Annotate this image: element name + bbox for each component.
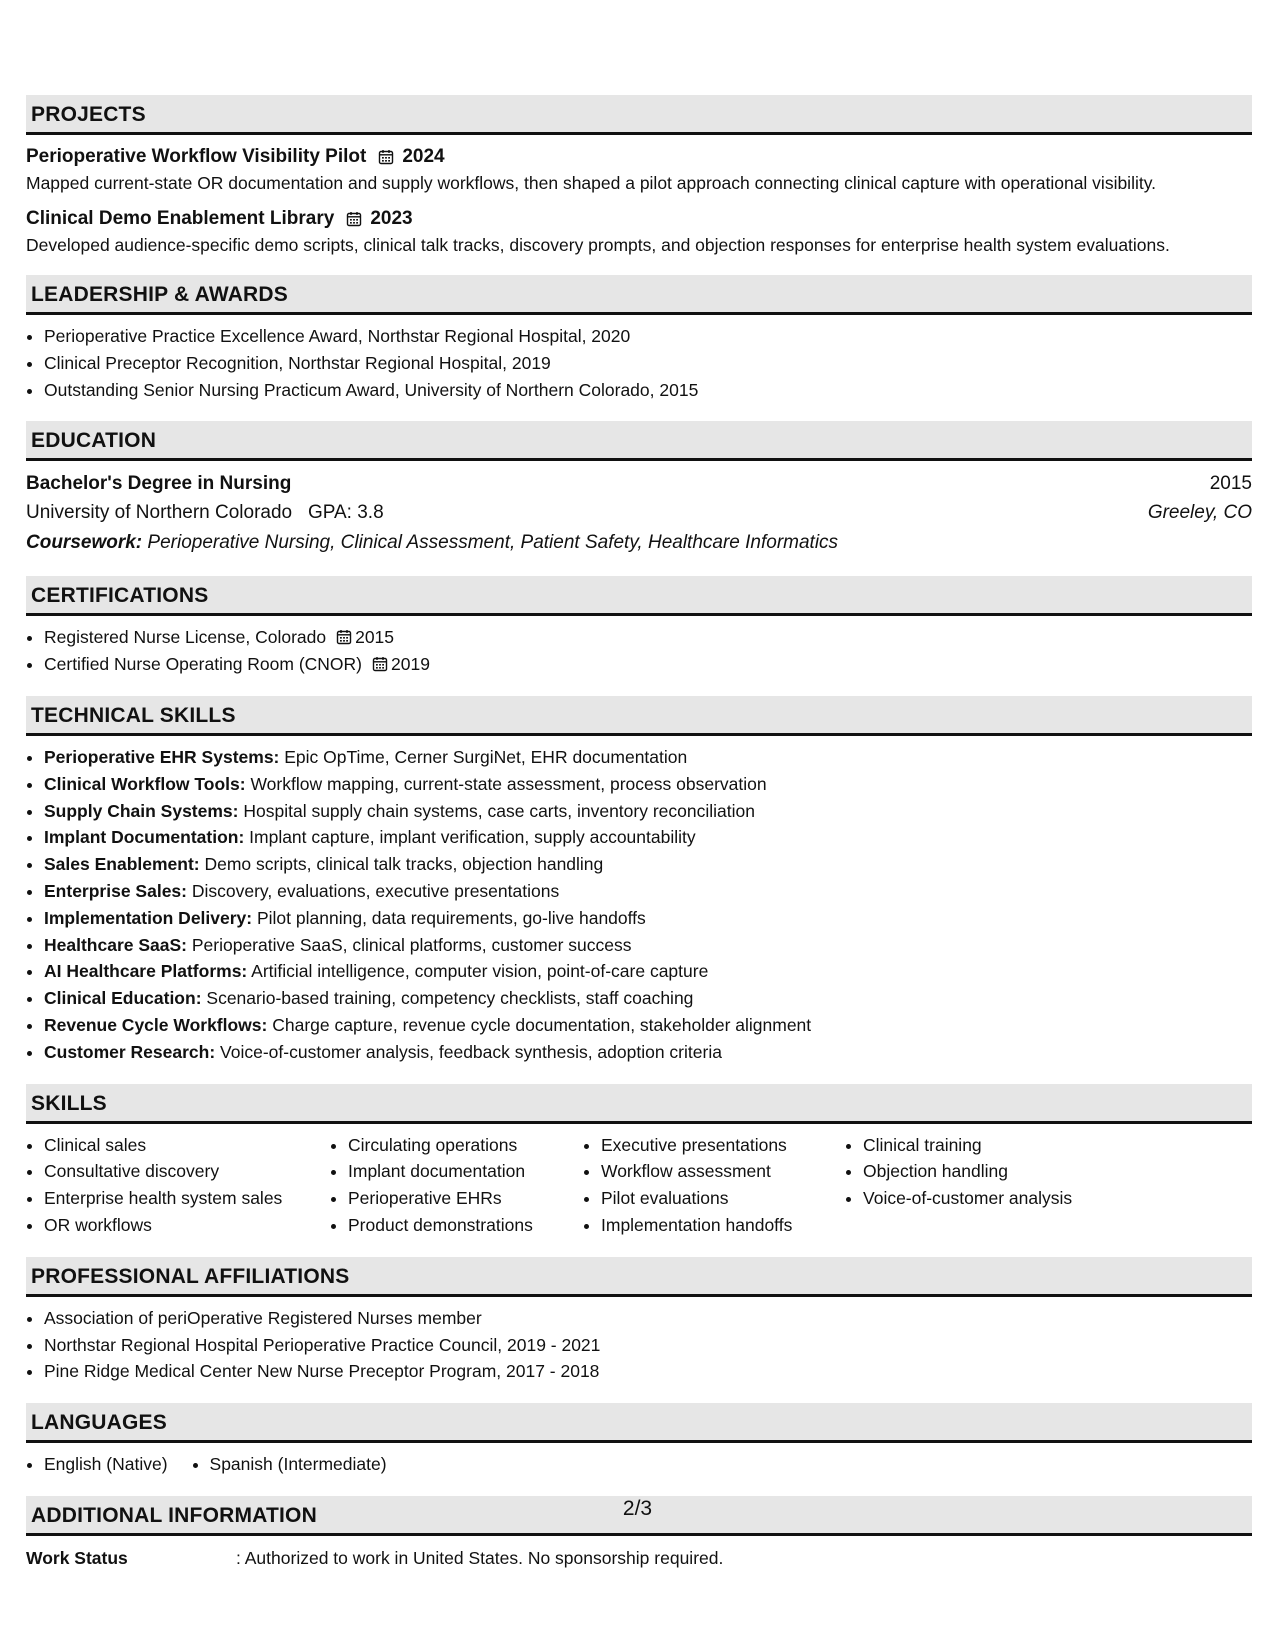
- section-heading: SKILLS: [26, 1084, 1252, 1124]
- list-item: • Spanish (Intermediate): [210, 1451, 387, 1478]
- section-heading: CERTIFICATIONS: [26, 576, 1252, 616]
- skill-category: Implementation Delivery:: [44, 907, 253, 928]
- list-item: [44, 932, 1252, 959]
- skill-values: Pilot planning, data requirements, go-live handoffs: [252, 907, 646, 928]
- list-item: • Outstanding Senior Nursing Practicum Award, University of Northern Colorado, 2015: [44, 377, 1252, 404]
- list-item: [44, 958, 1252, 985]
- list-item: • Consultative discovery: [44, 1158, 330, 1185]
- section-heading: EDUCATION: [26, 421, 1252, 461]
- list-item: [44, 744, 1252, 771]
- section-heading: PROJECTS: [26, 95, 1252, 135]
- list-item: [44, 985, 1252, 1012]
- skill-values: Demo scripts, clinical talk tracks, objection handling: [199, 854, 604, 875]
- skill-category: Customer Research:: [44, 1041, 216, 1062]
- calendar-icon: [378, 149, 394, 165]
- list-item: • Implant documentation: [348, 1158, 583, 1185]
- coursework-list: Perioperative Nursing, Clinical Assessment, Patient Safety, Healthcare Informatics: [142, 532, 839, 554]
- calendar-icon: [372, 656, 388, 672]
- list-item: • Implementation handoffs: [601, 1212, 845, 1239]
- skill-values: Scenario-based training, competency checklists, staff coaching: [201, 988, 694, 1009]
- section-heading: LEADERSHIP & AWARDS: [26, 275, 1252, 315]
- list-item: [44, 1012, 1252, 1039]
- skill-category: Supply Chain Systems:: [44, 800, 239, 821]
- section-heading: LANGUAGES: [26, 1403, 1252, 1443]
- list-item: • Enterprise health system sales: [44, 1185, 330, 1212]
- skill-values: Hospital supply chain systems, case carts, inventory reconciliation: [238, 800, 755, 821]
- project-item: [26, 143, 1252, 195]
- list-item: [44, 771, 1252, 798]
- project-title: Perioperative Workflow Visibility Pilot: [26, 146, 367, 167]
- list-item: • Clinical training: [863, 1132, 1123, 1159]
- list-item: • Clinical sales: [44, 1132, 330, 1159]
- list-item: [44, 1039, 1252, 1066]
- list-item: [44, 905, 1252, 932]
- education-section: [26, 421, 1252, 558]
- skills-column: [26, 1132, 330, 1239]
- skill-category: Clinical Education:: [44, 988, 202, 1009]
- resume-page: [26, 95, 1252, 1590]
- project-description: Mapped current-state OR documentation and supply workflows, then shaped a pilot approach connecting clinical capture with operational visibility.: [26, 173, 1157, 193]
- list-item: [44, 798, 1252, 825]
- calendar-icon: [346, 211, 362, 227]
- skill-values: Perioperative SaaS, clinical platforms, customer success: [187, 934, 632, 955]
- language-list: [26, 1451, 168, 1478]
- skill-values: Voice-of-customer analysis, feedback synthesis, adoption criteria: [215, 1041, 722, 1062]
- skill-values: Implant capture, implant verification, supply accountability: [244, 827, 696, 848]
- skill-category: Enterprise Sales:: [44, 880, 187, 901]
- skill-category: Perioperative EHR Systems:: [44, 746, 280, 767]
- projects-section: [26, 95, 1252, 257]
- section-heading: PROFESSIONAL AFFILIATIONS: [26, 1257, 1252, 1297]
- certification-year: 2015: [355, 627, 395, 648]
- affiliations-list: [26, 1305, 1252, 1385]
- skills-section: [26, 1084, 1252, 1239]
- list-item: • Circulating operations: [348, 1132, 583, 1159]
- project-title: Clinical Demo Enablement Library: [26, 208, 335, 229]
- project-year: 2024: [402, 146, 445, 167]
- skills-column: [330, 1132, 583, 1239]
- list-item: • English (Native): [44, 1451, 168, 1478]
- certifications-section: [26, 576, 1252, 678]
- coursework: [26, 527, 1252, 558]
- list-item: • Pilot evaluations: [601, 1185, 845, 1212]
- certification-name: Certified Nurse Operating Room (CNOR): [44, 654, 363, 675]
- project-description: Developed audience-specific demo scripts, clinical talk tracks, discovery prompts, and objection responses for enterprise health system evaluations.: [26, 235, 1170, 255]
- list-item: • Clinical Preceptor Recognition, Northstar Regional Hospital, 2019: [44, 350, 1252, 377]
- list-item: • OR workflows: [44, 1212, 330, 1239]
- awards-section: [26, 275, 1252, 403]
- work-status-value: : Authorized to work in United States. No sponsorship required.: [236, 1547, 724, 1568]
- skills-grid: [26, 1132, 1252, 1239]
- list-item: • Voice-of-customer analysis: [863, 1185, 1123, 1212]
- skill-category: Implant Documentation:: [44, 827, 245, 848]
- language-list: [192, 1451, 387, 1478]
- project-year: 2023: [370, 208, 413, 229]
- skill-category: AI Healthcare Platforms:: [44, 961, 248, 982]
- list-item: • Workflow assessment: [601, 1158, 845, 1185]
- list-item: [44, 878, 1252, 905]
- school-gpa: University of Northern Colorado GPA: 3.8: [26, 502, 384, 524]
- coursework-label: Coursework:: [26, 532, 143, 554]
- list-item: [44, 651, 1252, 678]
- list-item: • Pine Ridge Medical Center New Nurse Preceptor Program, 2017 - 2018: [44, 1358, 1252, 1385]
- skill-values: Epic OpTime, Cerner SurgiNet, EHR documentation: [279, 746, 688, 767]
- skill-category: Sales Enablement:: [44, 854, 200, 875]
- list-item: • Perioperative EHRs: [348, 1185, 583, 1212]
- list-item: • Product demonstrations: [348, 1212, 583, 1239]
- school-location: Greeley, CO: [1147, 502, 1252, 524]
- affiliations-section: [26, 1257, 1252, 1385]
- skill-values: Workflow mapping, current-state assessment, process observation: [245, 773, 767, 794]
- section-heading: TECHNICAL SKILLS: [26, 696, 1252, 736]
- skills-column: [583, 1132, 845, 1239]
- certification-name: Registered Nurse License, Colorado: [44, 627, 327, 648]
- list-item: • Northstar Regional Hospital Perioperative Practice Council, 2019 - 2021: [44, 1332, 1252, 1359]
- skills-column: [845, 1132, 1123, 1239]
- list-item: • Association of periOperative Registered Nurses member: [44, 1305, 1252, 1332]
- section-heading: ADDITIONAL INFORMATION: [26, 1496, 1252, 1536]
- certifications-list: [26, 624, 1252, 678]
- skill-values: Discovery, evaluations, executive presentations: [186, 880, 560, 901]
- list-item: [44, 851, 1252, 878]
- skill-category: Clinical Workflow Tools:: [44, 773, 246, 794]
- technical-skills-section: [26, 696, 1252, 1066]
- list-item: • Objection handling: [863, 1158, 1123, 1185]
- list-item: • Executive presentations: [601, 1132, 845, 1159]
- degree-title: Bachelor's Degree in Nursing: [26, 473, 292, 495]
- awards-list: [26, 323, 1252, 403]
- page-number: 2/3: [622, 1497, 653, 1520]
- skill-values: Artificial intelligence, computer vision, point-of-care capture: [247, 961, 709, 982]
- list-item: [44, 624, 1252, 651]
- skill-category: Healthcare SaaS:: [44, 934, 187, 955]
- list-item: [44, 824, 1252, 851]
- graduation-year: 2015: [1209, 473, 1252, 495]
- work-status-label: Work Status: [26, 1547, 128, 1568]
- list-item: • Perioperative Practice Excellence Award, Northstar Regional Hospital, 2020: [44, 323, 1252, 350]
- project-item: [26, 205, 1252, 257]
- technical-skills-list: [26, 744, 1252, 1066]
- calendar-icon: [336, 629, 352, 645]
- skill-values: Charge capture, revenue cycle documentation, stakeholder alignment: [267, 1014, 812, 1035]
- certification-year: 2019: [391, 654, 430, 675]
- skill-category: Revenue Cycle Workflows:: [44, 1014, 268, 1035]
- languages-section: [26, 1403, 1252, 1478]
